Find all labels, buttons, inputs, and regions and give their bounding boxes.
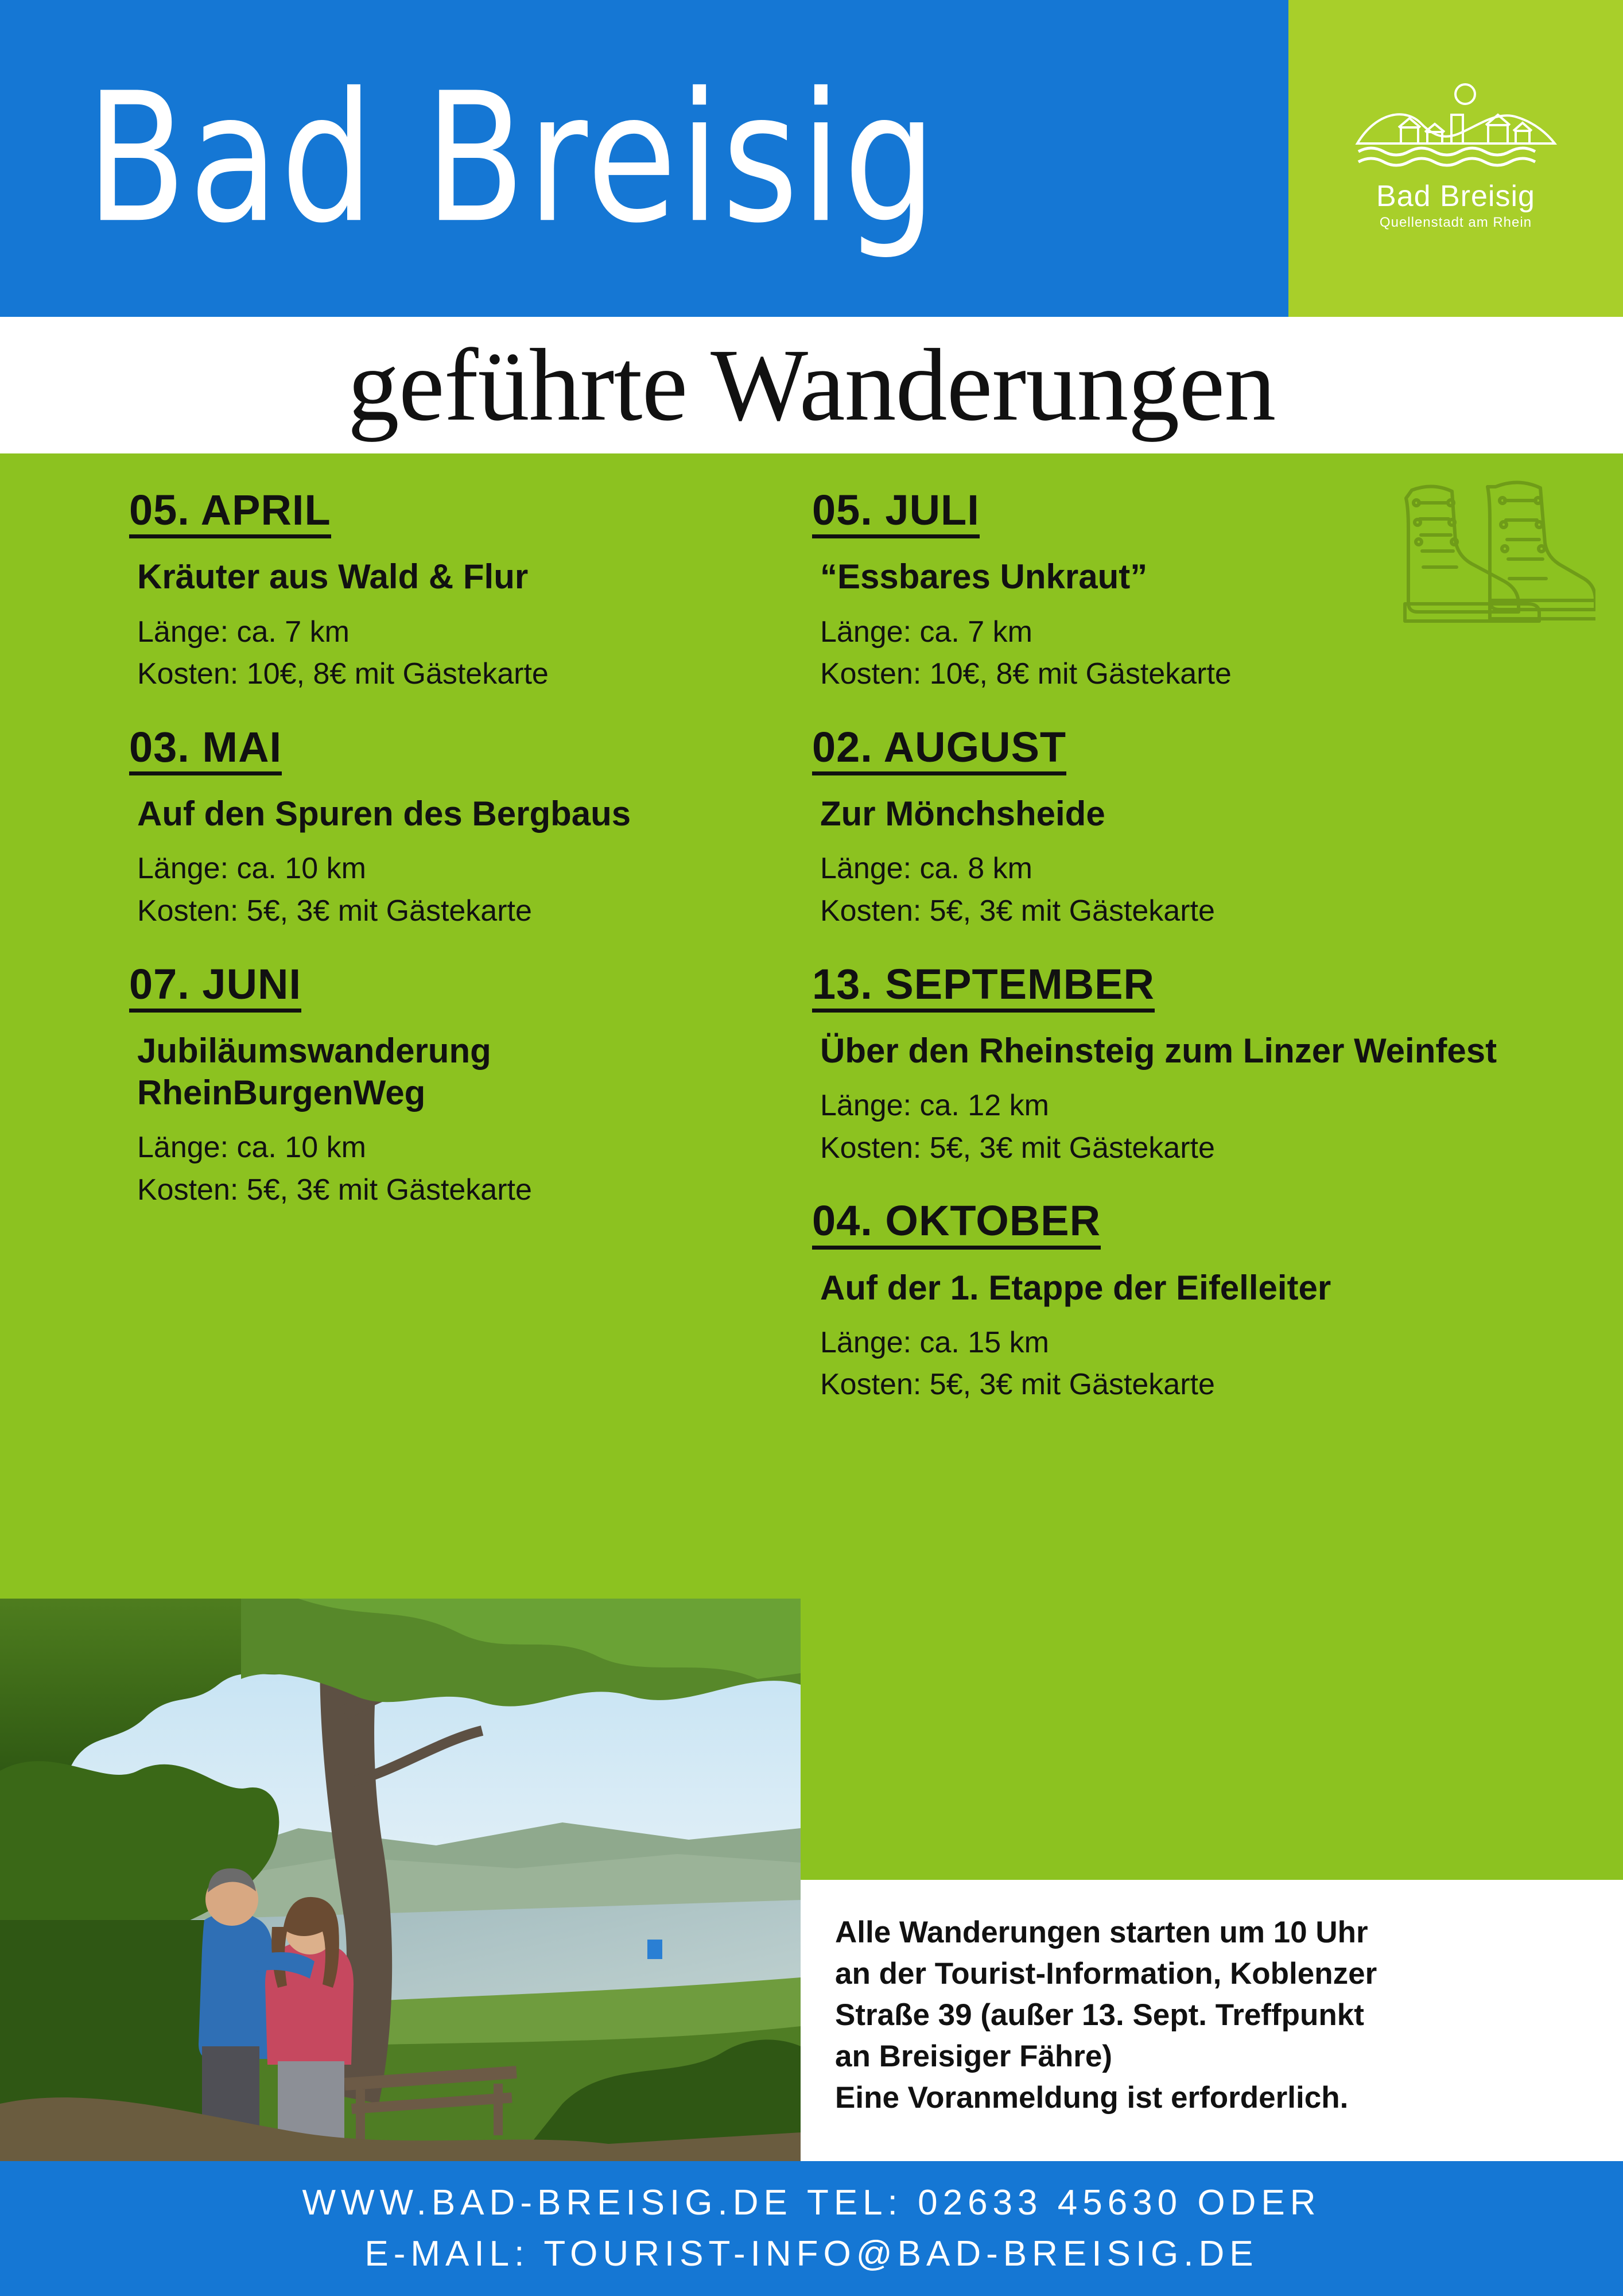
- event-item: [129, 487, 778, 694]
- event-cost: Kosten: 5€, 3€ mit Gästekarte: [137, 894, 532, 928]
- event-date: 03. MAI: [129, 724, 282, 775]
- info-line-1: Alle Wanderungen starten um 10 Uhr: [835, 1915, 1368, 1949]
- poster-footer: [0, 2161, 1623, 2296]
- event-length: Länge: ca. 8 km: [820, 852, 1032, 886]
- event-date: 07. JUNI: [129, 961, 301, 1013]
- event-title: “Essbares Unkraut”: [820, 557, 1148, 596]
- event-date: 05. APRIL: [129, 487, 331, 538]
- event-title: Kräuter aus Wald & Flur: [137, 557, 529, 596]
- event-cost: Kosten: 5€, 3€ mit Gästekarte: [137, 1173, 532, 1207]
- event-cost: Kosten: 5€, 3€ mit Gästekarte: [820, 894, 1215, 928]
- event-length: Länge: ca. 10 km: [137, 1131, 366, 1165]
- page-subtitle: geführte Wanderungen: [347, 328, 1276, 442]
- event-title: Jubiläumswanderung RheinBurgenWeg: [137, 1031, 491, 1112]
- event-item: [812, 1197, 1589, 1405]
- event-date: 13. SEPTEMBER: [812, 961, 1155, 1013]
- event-cost: Kosten: 10€, 8€ mit Gästekarte: [820, 657, 1232, 691]
- event-item: [812, 724, 1589, 931]
- poster-body: [0, 453, 1623, 2161]
- page-title: Bad Breisig: [86, 54, 939, 263]
- poster-header: [0, 0, 1623, 317]
- logo-area: [1288, 0, 1623, 317]
- header-title-band: [0, 0, 1288, 317]
- info-line-4: an Breisiger Fähre): [835, 2039, 1113, 2074]
- event-date: 05. JULI: [812, 487, 980, 538]
- info-line-3: Straße 39 (außer 13. Sept. Treffpunkt: [835, 1998, 1364, 2033]
- event-cost: Kosten: 10€, 8€ mit Gästekarte: [137, 657, 549, 691]
- event-title: Zur Mönchsheide: [820, 794, 1105, 833]
- events-column-left: [0, 487, 801, 1434]
- event-date: 02. AUGUST: [812, 724, 1066, 775]
- event-length: Länge: ca. 7 km: [137, 615, 350, 649]
- event-date: 04. OKTOBER: [812, 1197, 1101, 1249]
- logo-name: Bad Breisig: [1376, 180, 1535, 213]
- event-length: Länge: ca. 12 km: [820, 1089, 1049, 1123]
- event-cost: Kosten: 5€, 3€ mit Gästekarte: [820, 1131, 1215, 1165]
- event-item: [129, 961, 778, 1210]
- landscape-photo: [0, 1599, 801, 2161]
- subtitle-band: [0, 317, 1623, 453]
- event-title: Über den Rheinsteig zum Linzer Weinfest: [820, 1031, 1497, 1070]
- footer-website-phone[interactable]: WWW.BAD-BREISIG.DE TEL: 02633 45630 ODER: [302, 2183, 1321, 2223]
- info-line-2: an der Tourist-Information, Koblenzer: [835, 1957, 1377, 1991]
- event-length: Länge: ca. 15 km: [820, 1325, 1049, 1359]
- town-crest-icon: [1353, 79, 1559, 177]
- info-box: [801, 1880, 1623, 2161]
- logo-tagline: Quellenstadt am Rhein: [1379, 215, 1532, 230]
- event-cost: Kosten: 5€, 3€ mit Gästekarte: [820, 1368, 1215, 1402]
- event-length: Länge: ca. 7 km: [820, 615, 1032, 649]
- footer-email[interactable]: E-MAIL: TOURIST-INFO@BAD-BREISIG.DE: [364, 2233, 1259, 2274]
- event-item: [812, 961, 1589, 1168]
- hiking-boots-icon: [1326, 467, 1595, 639]
- event-title: Auf den Spuren des Bergbaus: [137, 794, 631, 833]
- info-line-5: Eine Voranmeldung ist erforderlich.: [835, 2081, 1349, 2115]
- event-item: [129, 724, 778, 931]
- event-title: Auf der 1. Etappe der Eifelleiter: [820, 1268, 1331, 1307]
- logo: [1341, 79, 1571, 231]
- event-length: Länge: ca. 10 km: [137, 852, 366, 886]
